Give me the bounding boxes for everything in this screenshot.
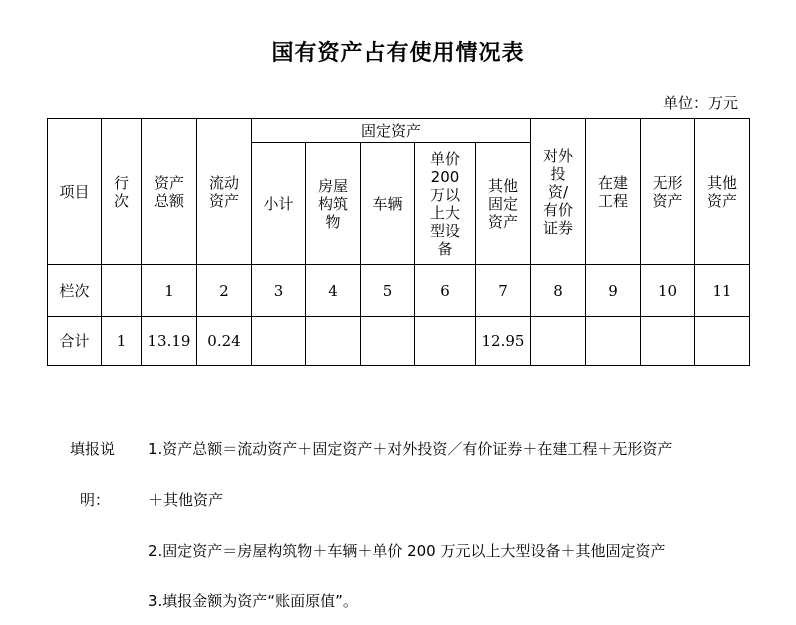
note-line-2: 2.固定资产＝房屋构筑物＋车辆＋单价 200 万元以上大型设备＋其他固定资产 [148,542,666,560]
header-buildings: 房屋构筑物 [306,143,361,265]
note-line-3: 3.填报金额为资产“账面原值”。 [148,592,358,610]
table-cell: 0.24 [197,317,252,366]
table-cell [102,265,142,317]
assets-table [47,118,750,366]
note-line-1-continued: ＋其他资产 [148,491,224,509]
table-cell [641,317,695,366]
table-cell [361,317,415,366]
table-cell: 1 [102,317,142,366]
table-cell: 13.19 [142,317,197,366]
table-row-total [48,317,750,366]
table-cell: 6 [415,265,476,317]
unit-label: 单位：万元 [662,94,738,112]
header-other-assets: 其他资产 [695,119,750,265]
table-cell [531,317,586,366]
header-row-no: 行次 [102,119,142,265]
header-intangible: 无形资产 [641,119,695,265]
table-row-column-numbers [48,265,750,317]
table-cell: 2 [197,265,252,317]
header-total-assets: 资产总额 [142,119,197,265]
table-cell: 3 [252,265,306,317]
table-cell: 7 [476,265,531,317]
header-fixed-assets-group: 固定资产 [252,119,531,143]
table-cell: 5 [361,265,415,317]
notes-label-part1: 填报说 [70,440,116,458]
note-line-1: 1.资产总额＝流动资产＋固定资产＋对外投资／有价证券＋在建工程＋无形资产 [148,440,673,458]
table-cell [586,317,641,366]
table-cell [306,317,361,366]
row-label-total: 合计 [48,317,102,366]
header-project: 项目 [48,119,102,265]
row-label-column-no: 栏次 [48,265,102,317]
table-cell: 1 [142,265,197,317]
page-title: 国有资产占有使用情况表 [271,40,525,66]
header-current-assets: 流动资产 [197,119,252,265]
header-construction: 在建工程 [586,119,641,265]
table-cell: 12.95 [476,317,531,366]
table-cell [252,317,306,366]
table-cell: 9 [586,265,641,317]
table-cell [415,317,476,366]
table-cell: 10 [641,265,695,317]
header-investments: 对外投资/有价证券 [531,119,586,265]
table-cell: 4 [306,265,361,317]
notes-label-part2: 明： [80,491,111,509]
table-cell: 8 [531,265,586,317]
table-cell: 11 [695,265,750,317]
header-vehicles: 车辆 [361,143,415,265]
header-large-equipment: 单价200万以上大型设备 [415,143,476,265]
header-subtotal: 小计 [252,143,306,265]
header-other-fixed: 其他固定资产 [476,143,531,265]
table-cell [695,317,750,366]
